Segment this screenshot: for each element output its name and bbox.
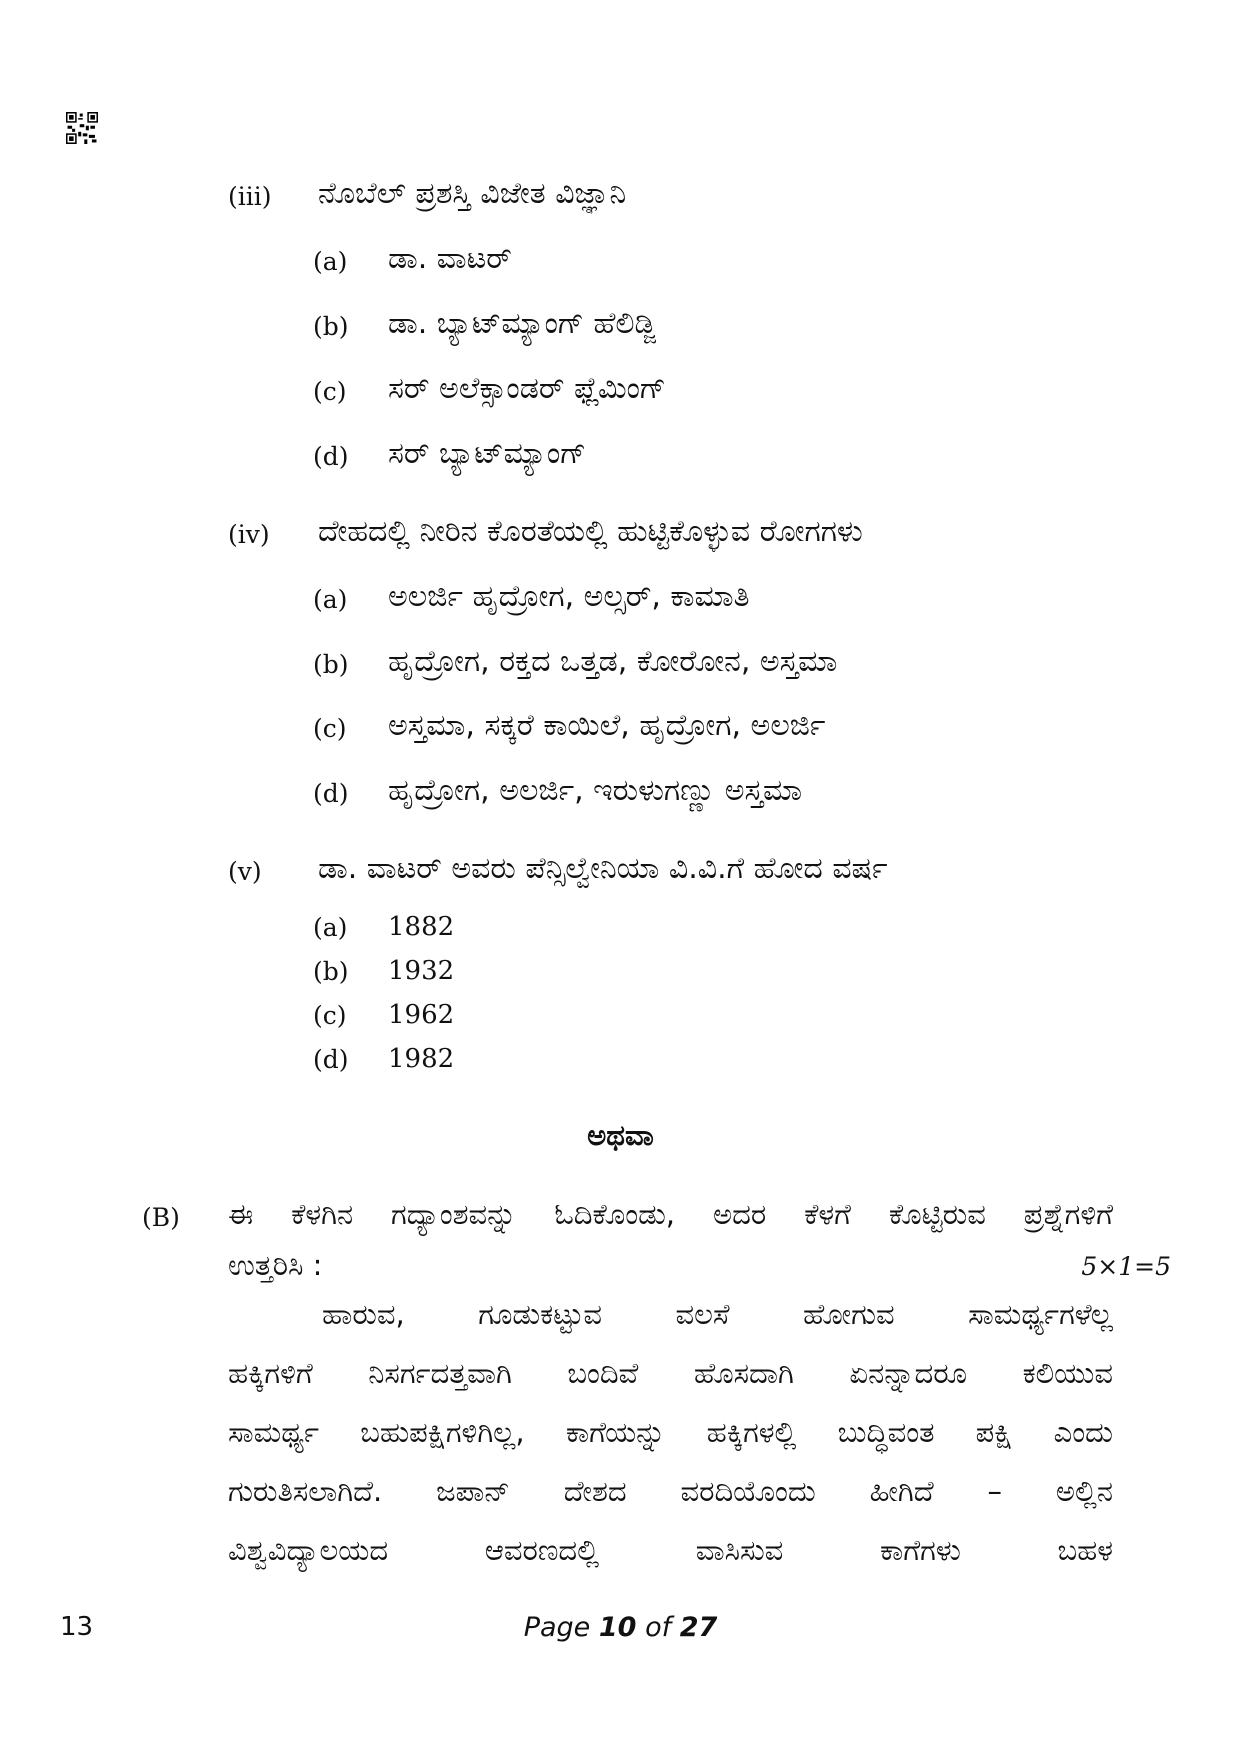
option-label: (b) [313, 957, 349, 986]
page-indicator [0, 1612, 1241, 1643]
question-number: (iv) [228, 520, 270, 549]
passage-line: ಹಾರುವ, ಗೂಡುಕಟ್ಟುವ ವಲಸೆ ಹೋಗುವ ಸಾಮರ್ಥ್ಯಗಳೆಲ್ಲ [322, 1297, 1113, 1331]
passage-line: ಗುರುತಿಸಲಾಗಿದೆ. ಜಪಾನ್ ದೇಶದ ವರದಿಯೊಂದು ಹೀಗಿದೆ – ಅಲ್ಲಿನ [228, 1474, 1113, 1508]
option-label: (c) [313, 714, 347, 743]
option-text: 1932 [388, 956, 455, 986]
option-label: (a) [313, 585, 348, 614]
instruction-line: ಈ ಕೆಳಗಿನ ಗದ್ಯಾಂಶವನ್ನು ಓದಿಕೊಂಡು, ಅದರ ಕೆಳಗೆ ಕೊಟ್ಟಿರುವ ಪ್ರಶ್ನೆಗಳಿಗೆ [228, 1197, 1113, 1231]
option-label: (c) [313, 1001, 347, 1030]
option-text: ಹೃದ್ರೋಗ, ರಕ್ತದ ಒತ್ತಡ, ಕೋರೋನ, ಅಸ್ತಮಾ [388, 644, 838, 679]
option-text: ಸರ್ ಅಲೆಕ್ಸಾಂಡರ್ ಫ್ಲೆಮಿಂಗ್ [388, 371, 666, 406]
question-text: ದೇಹದಲ್ಲಿ ನೀರಿನ ಕೊರತೆಯಲ್ಲಿ ಹುಟ್ಟಿಕೊಳ್ಳುವ ರೋಗಗಳು [318, 514, 863, 549]
page-of: of [645, 1612, 672, 1643]
option-label: (a) [313, 247, 348, 276]
passage-line: ವಿಶ್ವವಿದ್ಯಾಲಯದ ಆವರಣದಲ್ಲಿ ವಾಸಿಸುವ ಕಾಗೆಗಳು ಬಹಳ [228, 1533, 1113, 1567]
or-separator: ಅಥವಾ [587, 1118, 654, 1152]
option-label: (d) [313, 442, 349, 471]
question-number: (iii) [228, 182, 272, 211]
option-text: ಅಸ್ತಮಾ, ಸಕ್ಕರೆ ಕಾಯಿಲೆ, ಹೃದ್ರೋಗ, ಅಲರ್ಜಿ [388, 708, 826, 743]
option-text: ಅಲರ್ಜಿ ಹೃದ್ರೋಗ, ಅಲ್ಸರ್, ಕಾಮಾತಿ [388, 579, 750, 614]
option-label: (d) [313, 1045, 349, 1074]
paper-code: 13 [60, 1612, 94, 1642]
question-text: ನೊಬೆಲ್ ಪ್ರಶಸ್ತಿ ವಿಜೇತ ವಿಜ್ಞಾನಿ [318, 176, 627, 211]
passage-line: ಸಾಮರ್ಥ್ಯ ಬಹುಪಕ್ಷಿಗಳಿಗಿಲ್ಲ, ಕಾಗೆಯನ್ನು ಹಕ್ಕಿಗಳಲ್ಲಿ ಬುದ್ಧಿವಂತ ಪಕ್ಷಿ ಎಂದು [228, 1415, 1113, 1449]
page-current: 10 [598, 1612, 637, 1643]
option-text: ಹೃದ್ರೋಗ, ಅಲರ್ಜಿ, ಇರುಳುಗಣ್ಣು ಅಸ್ತಮಾ [388, 773, 803, 808]
option-label: (b) [313, 312, 349, 341]
option-text: ಡಾ. ಬ್ಯಾಟ್‌ಮ್ಯಾಂಗ್ ಹೆಲಿಡ್ಜಿ [388, 306, 656, 341]
section-label: (B) [142, 1203, 180, 1232]
option-label: (d) [313, 779, 349, 808]
page-total: 27 [679, 1612, 718, 1643]
option-label: (a) [313, 913, 348, 942]
question-text: ಡಾ. ವಾಟರ್ ಅವರು ಪೆನ್ಸಿಲ್ವೇನಿಯಾ ವಿ.ವಿ.ಗೆ ಹೋದ ವರ್ಷ [318, 851, 888, 886]
page-word: Page [523, 1612, 591, 1643]
question-number: (v) [228, 857, 262, 886]
marks-allocation: 5×1=5 [1081, 1252, 1171, 1281]
option-label: (b) [313, 650, 349, 679]
qr-code-icon [66, 112, 98, 144]
option-text: ಸರ್ ಬ್ಯಾಟ್‌ಮ್ಯಾಂಗ್ [388, 436, 587, 471]
option-label: (c) [313, 377, 347, 406]
option-text: 1982 [388, 1044, 455, 1074]
option-text: ಡಾ. ವಾಟರ್ [388, 241, 512, 276]
passage-line: ಹಕ್ಕಿಗಳಿಗೆ ನಿಸರ್ಗದತ್ತವಾಗಿ ಬಂದಿವೆ ಹೊಸದಾಗಿ ಏನನ್ನಾದರೂ ಕಲಿಯುವ [228, 1356, 1113, 1390]
instruction-line: ಉತ್ತರಿಸಿ : [228, 1248, 323, 1282]
option-text: 1882 [388, 912, 455, 942]
option-text: 1962 [388, 1000, 455, 1030]
